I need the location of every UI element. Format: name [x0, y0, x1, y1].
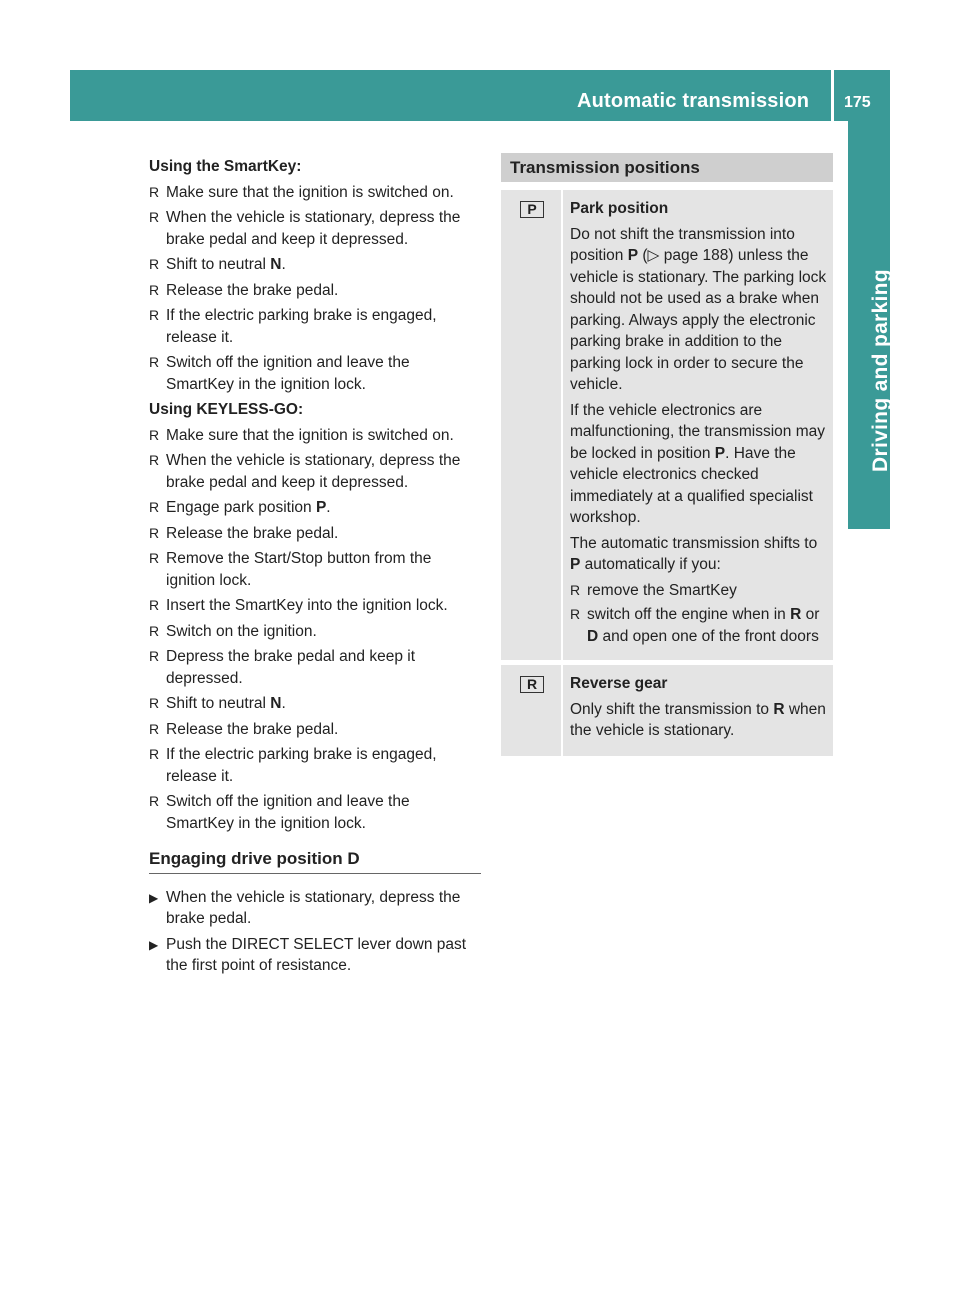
list-item-text: switch off the engine when in — [587, 606, 791, 623]
bullet-icon: R — [570, 581, 581, 598]
row-paragraph — [570, 400, 827, 529]
smartkey-heading: Using the SmartKey: — [149, 158, 302, 175]
list-item — [149, 305, 481, 348]
list-item — [149, 646, 481, 689]
instruction-steps — [149, 887, 481, 977]
row-paragraph — [570, 699, 827, 742]
list-item-text: remove the SmartKey — [587, 581, 737, 599]
list-item-text: Switch on the ignition. — [166, 622, 317, 640]
paragraph-text: automatically if you: — [580, 556, 721, 573]
list-item-text: . — [281, 256, 286, 273]
bullet-icon: R — [149, 746, 160, 762]
list-item-text: or — [801, 606, 820, 623]
list-item — [149, 254, 481, 276]
list-item — [149, 693, 481, 715]
list-item-emphasis: D — [587, 627, 599, 645]
header-divider — [831, 70, 834, 121]
icon-cell — [501, 665, 563, 756]
list-item-text: Switch off the ignition and leave the SmartKey in the ignition lock. — [166, 793, 410, 832]
bullet-icon: R — [149, 183, 160, 200]
list-item-emphasis: R — [790, 606, 802, 623]
bullet-icon: R — [149, 622, 160, 639]
bullet-icon: R — [149, 307, 160, 323]
list-item-text: Release the brake pedal. — [166, 524, 339, 542]
smartkey-list — [149, 182, 481, 396]
bullet-icon: R — [149, 354, 160, 370]
paragraph-text: when the vehicle is stationary. — [570, 700, 826, 739]
list-item — [149, 425, 481, 447]
list-item-text: If the electric parking brake is engaged, release it. — [166, 307, 437, 346]
list-item-text: Make sure that the ignition is switched on. — [166, 183, 454, 201]
list-item — [149, 280, 481, 302]
bullet-icon: R — [149, 597, 160, 613]
list-item-text: Shift to neutral — [166, 695, 271, 712]
list-item — [149, 182, 481, 204]
instruction-step — [149, 887, 481, 930]
page-number: 175 — [844, 94, 871, 111]
paragraph-text: Do not shift the transmission into position — [570, 225, 795, 264]
paragraph-text: . Have the vehicle electronics checked immediately at a qualified specialist workshop. — [570, 444, 813, 526]
list-item — [149, 744, 481, 787]
row-title: Park position — [570, 200, 669, 217]
list-item-emphasis: P — [315, 499, 327, 516]
transmission-positions-panel — [501, 153, 833, 761]
paragraph-text: Only shift the transmission to — [570, 700, 774, 718]
left-column — [149, 156, 481, 981]
bullet-icon: R — [149, 648, 160, 664]
bullet-icon: R — [149, 426, 160, 443]
paragraph-text: If the vehicle electronics are malfunctioning, the transmission may be locked in position — [570, 401, 826, 462]
keyless-list — [149, 425, 481, 835]
page-title: Automatic transmission — [577, 90, 810, 112]
list-item-text: . — [281, 695, 286, 712]
panel-title: Transmission positions — [501, 153, 833, 182]
list-item-text: Depress the brake pedal and keep it depressed. — [166, 648, 416, 687]
row-body — [563, 665, 833, 756]
keyless-heading: Using KEYLESS-GO: — [149, 401, 304, 418]
transmission-rows — [501, 190, 833, 756]
step-text: When the vehicle is stationary, depress the brake pedal. — [166, 888, 461, 927]
instruction-step — [149, 934, 481, 977]
arrow-icon: ▶ — [149, 937, 159, 952]
side-tab-lower — [848, 470, 890, 528]
arrow-icon: ▶ — [149, 890, 159, 905]
list-item — [149, 207, 481, 250]
list-item — [149, 352, 481, 395]
row-paragraph — [570, 224, 827, 396]
side-tab-label: Driving and parking — [869, 269, 892, 472]
bullet-icon: R — [149, 524, 160, 541]
bullet-icon: R — [149, 281, 160, 298]
list-item-text: Shift to neutral — [166, 256, 271, 273]
bullet-icon: R — [149, 793, 160, 809]
list-item-emphasis: N — [270, 256, 282, 273]
list-item — [149, 523, 481, 545]
paragraph-emphasis: P — [627, 247, 639, 264]
section-heading: Engaging drive position D — [149, 848, 481, 874]
list-item-text: and open one of the front doors — [598, 627, 819, 645]
row-body — [563, 190, 833, 660]
gear-p-icon: P — [520, 201, 544, 218]
paragraph-text: (▷ page 188) unless the vehicle is stationary. The parking lock should not be used as a brake when parking. Always apply the electronic parking brake in addition to the parking lock in order to secure the vehicle. — [570, 247, 827, 393]
paragraph-emphasis: P — [570, 556, 581, 573]
list-item — [149, 595, 481, 617]
row-bullet — [570, 580, 827, 602]
list-item-text: Switch off the ignition and leave the SmartKey in the ignition lock. — [166, 354, 410, 393]
bullet-icon: R — [149, 695, 160, 711]
list-item-text: Make sure that the ignition is switched on. — [166, 426, 454, 444]
list-item — [149, 621, 481, 643]
list-item — [149, 497, 481, 519]
bullet-icon: R — [149, 720, 160, 737]
row-paragraph — [570, 533, 827, 576]
list-item-text: When the vehicle is stationary, depress the brake pedal and keep it depressed. — [166, 452, 461, 491]
bullet-icon: R — [570, 606, 581, 622]
list-item — [149, 791, 481, 834]
paragraph-text: The automatic transmission shifts to — [570, 534, 818, 552]
list-item — [149, 450, 481, 493]
bullet-icon: R — [149, 550, 160, 566]
paragraph-emphasis: R — [773, 700, 785, 718]
row-bullet — [570, 604, 827, 647]
paragraph-emphasis: P — [714, 444, 726, 462]
list-item-text: When the vehicle is stationary, depress the brake pedal and keep it depressed. — [166, 209, 461, 248]
list-item-text: Remove the Start/Stop button from the ignition lock. — [166, 550, 432, 589]
list-item — [149, 719, 481, 741]
step-text: Push the DIRECT SELECT lever down past the first point of resistance. — [166, 935, 467, 974]
list-item-text: Engage park position — [166, 499, 316, 516]
row-bullet-list — [570, 580, 827, 648]
bullet-icon: R — [149, 499, 160, 515]
transmission-row — [501, 665, 833, 756]
row-title: Reverse gear — [570, 675, 668, 692]
list-item — [149, 548, 481, 591]
list-item-text: Insert the SmartKey into the ignition lock. — [166, 597, 448, 614]
list-item-emphasis: N — [270, 695, 282, 712]
transmission-row — [501, 190, 833, 660]
icon-cell — [501, 190, 563, 660]
list-item-text: . — [326, 499, 331, 516]
list-item-text: Release the brake pedal. — [166, 720, 339, 738]
bullet-icon: R — [149, 452, 160, 468]
bullet-icon: R — [149, 209, 160, 225]
list-item-text: If the electric parking brake is engaged, release it. — [166, 746, 437, 785]
bullet-icon: R — [149, 256, 160, 272]
list-item-text: Release the brake pedal. — [166, 281, 339, 299]
gear-r-icon: R — [520, 676, 544, 693]
